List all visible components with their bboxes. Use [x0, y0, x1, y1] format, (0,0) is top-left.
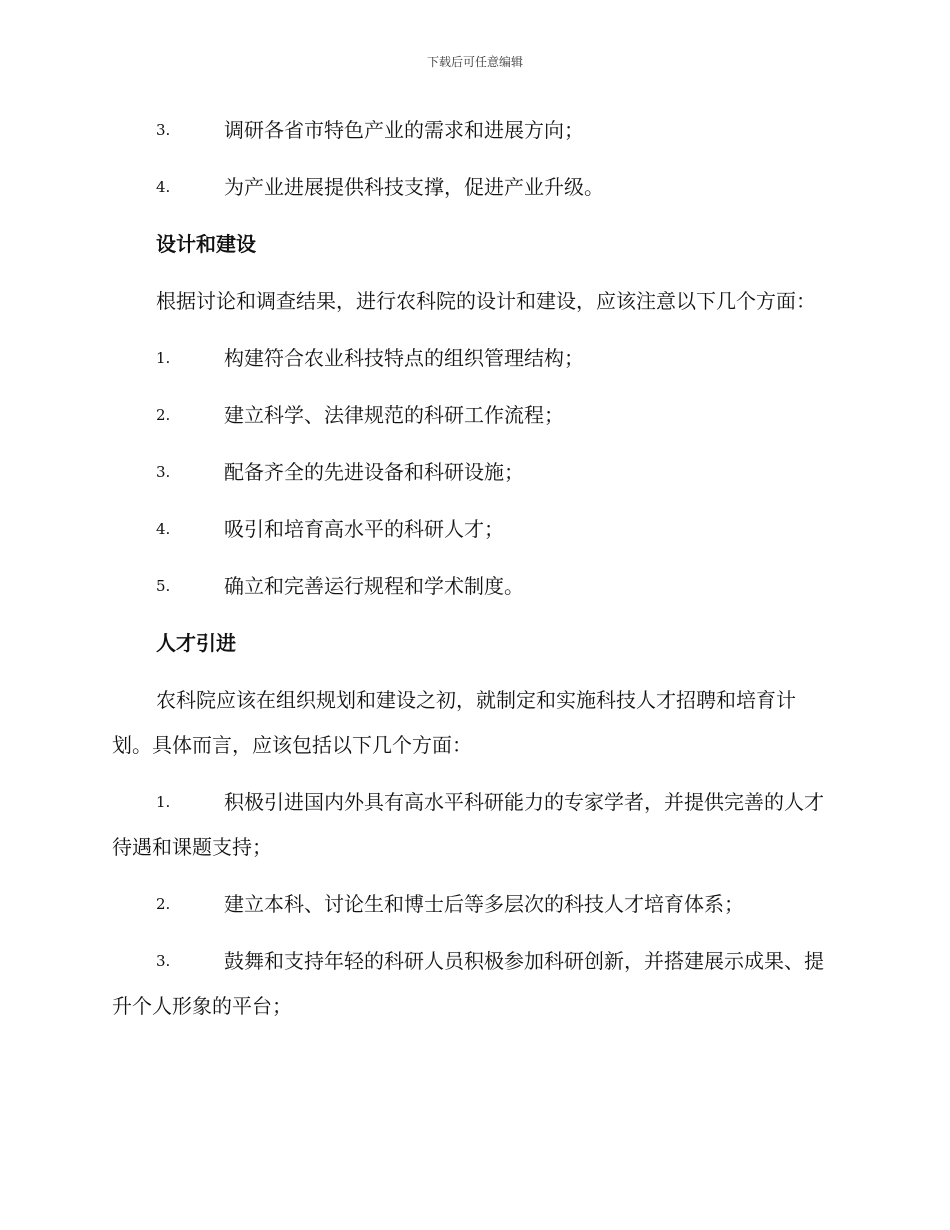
list-number: 2.	[156, 895, 171, 913]
list-item	[112, 108, 832, 153]
document-body	[112, 108, 832, 1041]
page-header: 下载后可任意编辑	[426, 55, 523, 69]
list-number: 4.	[156, 520, 171, 538]
list-item	[112, 450, 832, 495]
paragraph: 农科院应该在组织规划和建设之初，就制定和实施科技人才招聘和培育计划。具体而言，应该包括以下几个方面：	[112, 688, 796, 757]
section-heading-design: 设计和建设	[156, 232, 256, 256]
list-number: 3.	[156, 952, 171, 970]
list-item	[112, 336, 832, 381]
list-item	[112, 165, 832, 210]
list-text: 构建符合农业科技特点的组织管理结构；	[224, 346, 584, 370]
list-text: 确立和完善运行规程和学术制度。	[224, 574, 524, 598]
section-heading-talent: 人才引进	[156, 631, 236, 655]
list-text: 调研各省市特色产业的需求和进展方向；	[224, 118, 584, 142]
list-text: 鼓舞和支持年轻的科研人员积极参加科研创新，并搭建展示成果、提升个人形象的平台；	[112, 949, 824, 1018]
list-text: 建立科学、法律规范的科研工作流程；	[224, 403, 564, 427]
list-item	[112, 882, 832, 927]
list-number: 3.	[156, 121, 171, 139]
list-number: 4.	[156, 178, 171, 196]
list-text: 积极引进国内外具有高水平科研能力的专家学者，并提供完善的人才待遇和课题支持；	[112, 790, 824, 859]
list-item	[112, 393, 832, 438]
paragraph: 根据讨论和调查结果，进行农科院的设计和建设，应该注意以下几个方面：	[156, 289, 816, 313]
list-number: 2.	[156, 406, 171, 424]
list-number: 5.	[156, 577, 171, 595]
list-number: 3.	[156, 463, 171, 481]
list-number: 1.	[156, 793, 171, 811]
list-item	[112, 939, 832, 1029]
list-text: 建立本科、讨论生和博士后等多层次的科技人才培育体系；	[224, 892, 744, 916]
list-text: 为产业进展提供科技支撑，促进产业升级。	[224, 175, 604, 199]
list-text: 配备齐全的先进设备和科研设施；	[224, 460, 524, 484]
list-text: 吸引和培育高水平的科研人才；	[224, 517, 504, 541]
list-item	[112, 564, 832, 609]
list-item	[112, 507, 832, 552]
list-item	[112, 780, 832, 870]
list-number: 1.	[156, 349, 171, 367]
